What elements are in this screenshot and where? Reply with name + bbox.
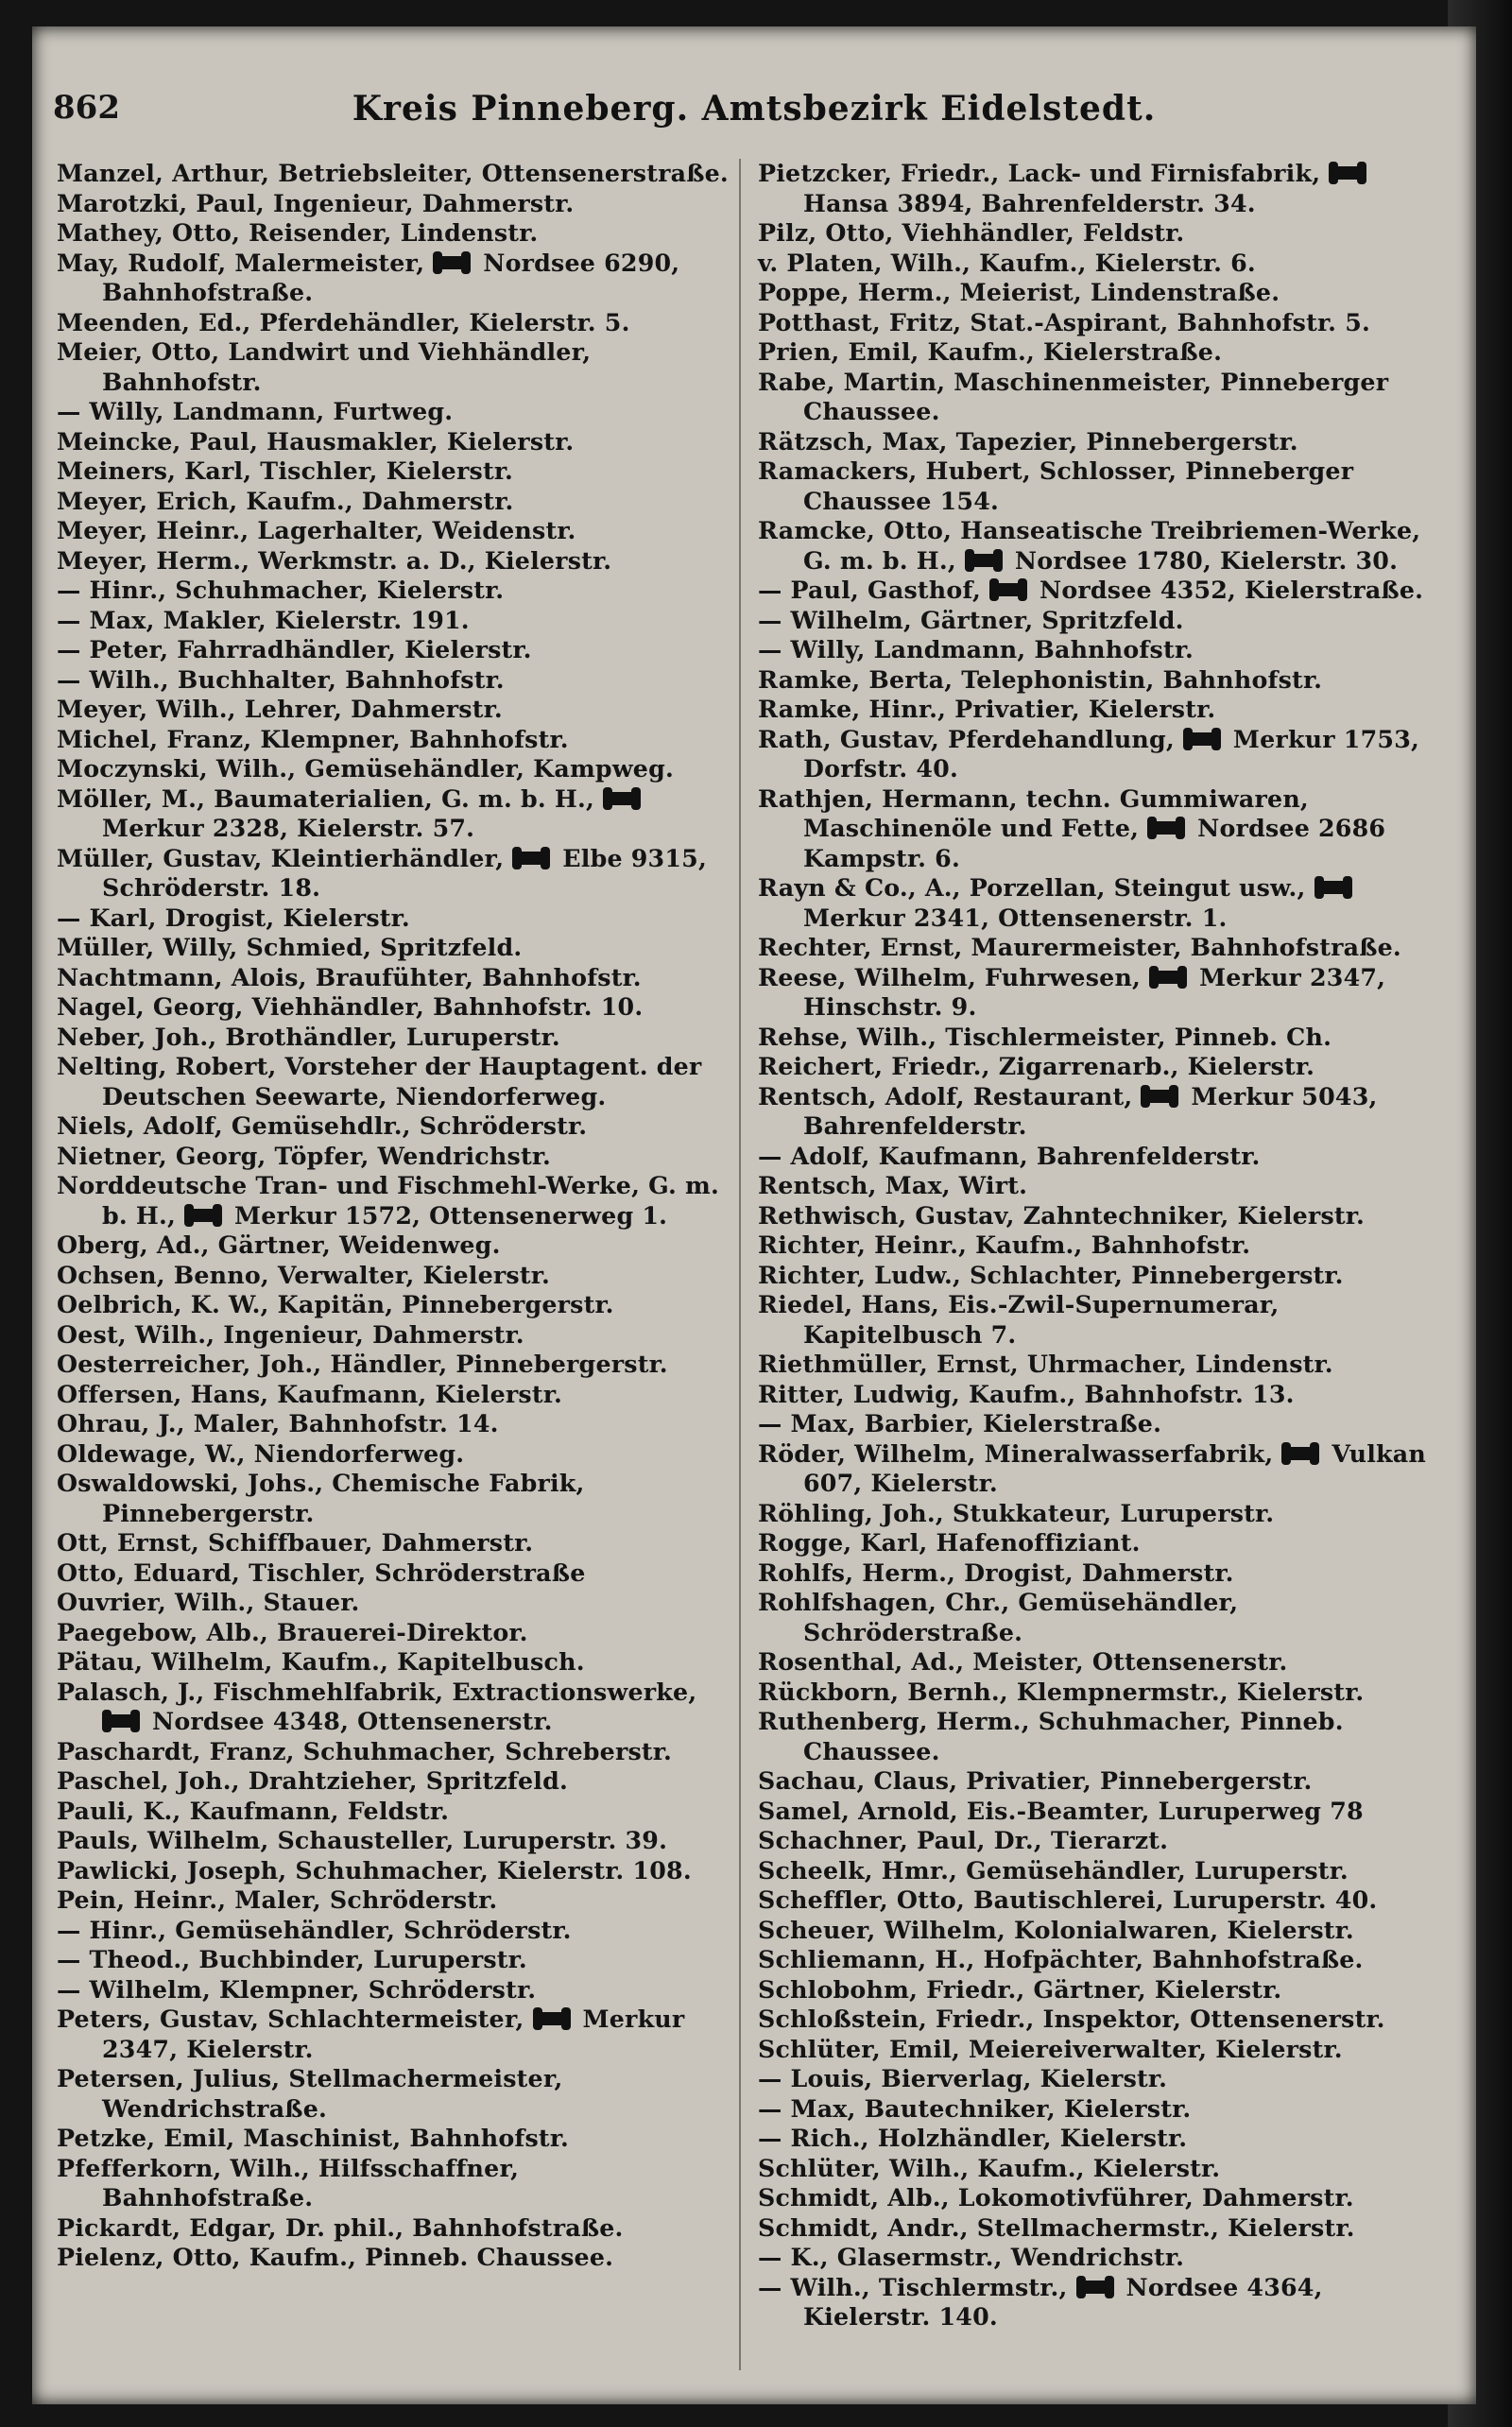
directory-entry: Scheelk, Hmr., Gemüsehändler, Luruperstr. bbox=[758, 1855, 1349, 1885]
directory-entry: Paegebow, Alb., Brauerei-Direktor. bbox=[57, 1617, 528, 1646]
directory-entry: — K., Glasermstr., Wendrichstr. bbox=[758, 2243, 1185, 2271]
directory-entry: Meyer, Heinr., Lagerhalter, Weidenstr. bbox=[57, 516, 576, 544]
directory-entry: Ochsen, Benno, Verwalter, Kielerstr. bbox=[57, 1260, 550, 1289]
directory-entry: Nachtmann, Alois, Braufühter, Bahnhofstr. bbox=[57, 962, 642, 991]
directory-entry: Meier, Otto, Landwirt und Viehhändler, Bahnhofstr. bbox=[57, 337, 592, 396]
directory-entry: — Willy, Landmann, Bahnhofstr. bbox=[758, 635, 1194, 663]
directory-entry: Rentsch, Adolf, Restaurant, Merkur 5043, Bahrenfelderstr. bbox=[758, 1081, 1378, 1140]
directory-entry: Richter, Heinr., Kaufm., Bahnhofstr. bbox=[758, 1231, 1251, 1259]
directory-entry: Pickardt, Edgar, Dr. phil., Bahnhofstraße. bbox=[57, 2212, 624, 2242]
directory-entry: Ott, Ernst, Schiffbauer, Dahmerstr. bbox=[57, 1528, 534, 1557]
telephone-icon bbox=[1149, 821, 1183, 835]
directory-entry: Oswaldowski, Johs., Chemische Fabrik, Pinnebergerstr. bbox=[57, 1469, 585, 1527]
directory-entry: Meyer, Herm., Werkmstr. a. D., Kielerstr. bbox=[57, 545, 612, 575]
telephone-icon bbox=[1185, 732, 1219, 746]
directory-entry: Poppe, Herm., Meierist, Lindenstraße. bbox=[758, 278, 1280, 306]
telephone-icon bbox=[435, 256, 469, 269]
telephone-icon bbox=[1143, 1090, 1177, 1103]
directory-entry: v. Platen, Wilh., Kaufm., Kielerstr. 6. bbox=[758, 248, 1256, 277]
directory-entry: Meiners, Karl, Tischler, Kielerstr. bbox=[57, 456, 514, 485]
telephone-icon bbox=[1283, 1447, 1317, 1460]
directory-entry: Potthast, Fritz, Stat.-Aspirant, Bahnhofstr. 5. bbox=[758, 307, 1370, 336]
directory-entry: Schlobohm, Friedr., Gärtner, Kielerstr. bbox=[758, 1974, 1282, 2004]
directory-entry: Oelbrich, K. W., Kapitän, Pinnebergerstr. bbox=[57, 1290, 614, 1318]
directory-entry: Prien, Emil, Kaufm., Kielerstraße. bbox=[758, 337, 1223, 366]
directory-entry: — Peter, Fahrradhändler, Kielerstr. bbox=[57, 635, 532, 663]
directory-entry: Manzel, Arthur, Betriebsleiter, Ottensenerstraße. bbox=[57, 159, 729, 187]
directory-entry: Rentsch, Max, Wirt. bbox=[758, 1171, 1028, 1199]
directory-entry: Schlüter, Emil, Meiereiverwalter, Kielerstr. bbox=[758, 2034, 1343, 2063]
directory-entry: Ramackers, Hubert, Schlosser, Pinneberger Chaussee 154. bbox=[758, 456, 1354, 515]
directory-entry: Petersen, Julius, Stellmachermeister, Wendrichstraße. bbox=[57, 2064, 563, 2123]
directory-entry: Reichert, Friedr., Zigarrenarb., Kielerstr. bbox=[758, 1052, 1315, 1080]
directory-entry: Pauli, K., Kaufmann, Feldstr. bbox=[57, 1796, 450, 1825]
directory-entry: Schmidt, Alb., Lokomotivführer, Dahmerstr. bbox=[758, 2183, 1354, 2212]
directory-entry: — Max, Barbier, Kielerstraße. bbox=[758, 1409, 1162, 1437]
directory-entry: — Hinr., Schuhmacher, Kielerstr. bbox=[57, 576, 505, 604]
telephone-icon bbox=[535, 2012, 569, 2025]
directory-entry: Oldewage, W., Niendorferweg. bbox=[57, 1438, 465, 1468]
page-number: 862 bbox=[53, 89, 120, 127]
telephone-icon bbox=[1151, 971, 1185, 984]
directory-entry: Schliemann, H., Hofpächter, Bahnhofstraße. bbox=[758, 1945, 1364, 1973]
directory-entry: Röhling, Joh., Stukkateur, Luruperstr. bbox=[758, 1498, 1275, 1527]
directory-entry: Pielenz, Otto, Kaufm., Pinneb. Chaussee. bbox=[57, 2243, 614, 2271]
directory-entry: Pilz, Otto, Viehhändler, Feldstr. bbox=[758, 218, 1185, 247]
left-column bbox=[57, 159, 737, 2370]
telephone-icon bbox=[514, 852, 548, 865]
directory-entry: Reese, Wilhelm, Fuhrwesen, Merkur 2347, Hinschstr. 9. bbox=[758, 962, 1386, 1021]
directory-page bbox=[32, 26, 1476, 2404]
directory-entry: Offersen, Hans, Kaufmann, Kielerstr. bbox=[57, 1379, 562, 1408]
directory-entry: Richter, Ludw., Schlachter, Pinnebergerstr. bbox=[758, 1260, 1344, 1289]
directory-entry: Paschel, Joh., Drahtzieher, Spritzfeld. bbox=[57, 1766, 568, 1795]
directory-entry: Rogge, Karl, Hafenoffiziant. bbox=[758, 1528, 1141, 1557]
directory-entry: May, Rudolf, Malermeister, Nordsee 6290, Bahnhofstraße. bbox=[57, 248, 680, 306]
telephone-icon bbox=[967, 554, 1001, 567]
directory-entry: — Willy, Landmann, Furtweg. bbox=[57, 397, 454, 425]
directory-entry: Rathjen, Hermann, techn. Gummiwaren, Maschinenöle und Fette, Nordsee 2686 Kampstr. 6. bbox=[758, 783, 1386, 872]
directory-entry: Scheffler, Otto, Bautischlerei, Luruperstr. 40. bbox=[758, 1885, 1378, 1914]
directory-entry: Nagel, Georg, Viehhändler, Bahnhofstr. 10. bbox=[57, 992, 644, 1021]
telephone-icon bbox=[1331, 166, 1365, 180]
directory-entry: — Wilhelm, Klempner, Schröderstr. bbox=[57, 1974, 537, 2004]
directory-entry: Riedel, Hans, Eis.-Zwil-Supernumerar, Kapitelbusch 7. bbox=[758, 1290, 1280, 1349]
running-head: Kreis Pinneberg. Amtsbezirk Eidelstedt. bbox=[352, 89, 1157, 129]
telephone-icon bbox=[1078, 2281, 1112, 2294]
directory-entry: Pauls, Wilhelm, Schausteller, Luruperstr. 39. bbox=[57, 1826, 668, 1854]
directory-entry: Rechter, Ernst, Maurermeister, Bahnhofstraße. bbox=[758, 933, 1401, 961]
directory-entry: Schloßstein, Friedr., Inspektor, Ottensenerstr. bbox=[758, 2005, 1385, 2033]
directory-entry: Pawlicki, Joseph, Schuhmacher, Kielerstr. 108. bbox=[57, 1855, 692, 1885]
directory-entry: Moczynski, Wilh., Gemüsehändler, Kampweg. bbox=[57, 754, 674, 783]
directory-entry: Oest, Wilh., Ingenieur, Dahmerstr. bbox=[57, 1319, 524, 1349]
directory-entry: Möller, M., Baumaterialien, G. m. b. H., Merkur 2328, Kielerstr. 57. bbox=[57, 784, 737, 844]
directory-entry: Müller, Willy, Schmied, Spritzfeld. bbox=[57, 933, 523, 961]
directory-entry: Meincke, Paul, Hausmakler, Kielerstr. bbox=[57, 426, 575, 456]
column-divider bbox=[739, 159, 741, 2370]
directory-entry: Oberg, Ad., Gärtner, Weidenweg. bbox=[57, 1231, 501, 1259]
directory-entry: Neber, Joh., Brothändler, Luruperstr. bbox=[57, 1022, 560, 1051]
directory-entry: Riethmüller, Ernst, Uhrmacher, Lindenstr. bbox=[758, 1350, 1333, 1378]
directory-entry: Müller, Gustav, Kleintierhändler, Elbe 9315, Schröderstr. 18. bbox=[57, 843, 707, 902]
telephone-icon bbox=[186, 1209, 220, 1222]
directory-entry: Rehse, Wilh., Tischlermeister, Pinneb. Ch. bbox=[758, 1022, 1332, 1051]
directory-entry: Meyer, Erich, Kaufm., Dahmerstr. bbox=[57, 486, 514, 515]
directory-entry: — Max, Makler, Kielerstr. 191. bbox=[57, 605, 470, 634]
directory-entry: Ruthenberg, Herm., Schuhmacher, Pinneb. Chaussee. bbox=[758, 1707, 1344, 1765]
right-column bbox=[758, 159, 1438, 2370]
directory-entry: Scheuer, Wilhelm, Kolonialwaren, Kielerstr. bbox=[758, 1915, 1354, 1944]
directory-entry: Schlüter, Wilh., Kaufm., Kielerstr. bbox=[758, 2153, 1221, 2182]
telephone-icon bbox=[104, 1714, 138, 1728]
directory-entry: Rosenthal, Ad., Meister, Ottensenerstr. bbox=[758, 1647, 1288, 1676]
directory-entry: Rabe, Martin, Maschinenmeister, Pinneberger Chaussee. bbox=[758, 367, 1389, 425]
directory-entry: Rückborn, Bernh., Klempnermstr., Kielerstr. bbox=[758, 1677, 1365, 1706]
directory-entry: — Wilh., Tischlermstr., Nordsee 4364, Kielerstr. 140. bbox=[758, 2272, 1323, 2331]
telephone-icon bbox=[1316, 881, 1350, 894]
directory-entry: Niels, Adolf, Gemüsehdlr., Schröderstr. bbox=[57, 1111, 588, 1140]
directory-entry: Nelting, Robert, Vorsteher der Hauptagent. der Deutschen Seewarte, Niendorferweg. bbox=[57, 1052, 702, 1110]
directory-entry: Schachner, Paul, Dr., Tierarzt. bbox=[758, 1826, 1169, 1854]
directory-entry: Meyer, Wilh., Lehrer, Dahmerstr. bbox=[57, 695, 503, 723]
directory-entry: — Theod., Buchbinder, Luruperstr. bbox=[57, 1945, 527, 1973]
directory-entry: Ouvrier, Wilh., Stauer. bbox=[57, 1588, 360, 1616]
directory-entry: Marotzki, Paul, Ingenieur, Dahmerstr. bbox=[57, 188, 575, 217]
directory-entry: Pietzcker, Friedr., Lack- und Firnisfabrik, Hansa 3894, Bahrenfelderstr. 34. bbox=[758, 159, 1438, 218]
directory-entry: Otto, Eduard, Tischler, Schröderstraße bbox=[57, 1558, 586, 1587]
directory-entry: — Adolf, Kaufmann, Bahrenfelderstr. bbox=[758, 1141, 1261, 1170]
telephone-icon bbox=[605, 792, 639, 805]
directory-entry: Pein, Heinr., Maler, Schröderstr. bbox=[57, 1885, 498, 1914]
directory-entry: — Wilhelm, Gärtner, Spritzfeld. bbox=[758, 605, 1184, 634]
directory-entry: Ramke, Hinr., Privatier, Kielerstr. bbox=[758, 695, 1216, 723]
directory-entry: — Max, Bautechniker, Kielerstr. bbox=[758, 2093, 1192, 2123]
directory-entry: Ohrau, J., Maler, Bahnhofstr. 14. bbox=[57, 1409, 499, 1437]
directory-entry: — Paul, Gasthof, Nordsee 4352, Kielerstraße. bbox=[758, 576, 1424, 604]
directory-entry: Schmidt, Andr., Stellmachermstr., Kielerstr. bbox=[758, 2212, 1355, 2242]
directory-entry: Meenden, Ed., Pferdehändler, Kielerstr. 5. bbox=[57, 307, 630, 336]
directory-entry: — Rich., Holzhändler, Kielerstr. bbox=[758, 2124, 1188, 2152]
directory-entry: Rätzsch, Max, Tapezier, Pinnebergerstr. bbox=[758, 426, 1298, 456]
directory-entry: Rohlfshagen, Chr., Gemüsehändler, Schröderstraße. bbox=[758, 1588, 1239, 1646]
directory-entry: Rath, Gustav, Pferdehandlung, Merkur 1753, Dorfstr. 40. bbox=[758, 724, 1420, 783]
directory-entry: — Louis, Bierverlag, Kielerstr. bbox=[758, 2064, 1168, 2092]
directory-entry: Nietner, Georg, Töpfer, Wendrichstr. bbox=[57, 1141, 552, 1170]
directory-entry: Samel, Arnold, Eis.-Beamter, Luruperweg 78 bbox=[758, 1796, 1364, 1825]
directory-entry: Oesterreicher, Joh., Händler, Pinnebergerstr. bbox=[57, 1350, 668, 1378]
directory-entry: Sachau, Claus, Privatier, Pinnebergerstr. bbox=[758, 1766, 1313, 1795]
directory-entry: Paschardt, Franz, Schuhmacher, Schreberstr. bbox=[57, 1736, 673, 1765]
directory-entry: Peters, Gustav, Schlachtermeister, Merkur 2347, Kielerstr. bbox=[57, 2005, 685, 2063]
directory-entry: Ritter, Ludwig, Kaufm., Bahnhofstr. 13. bbox=[758, 1379, 1295, 1408]
directory-entry: Pätau, Wilhelm, Kaufm., Kapitelbusch. bbox=[57, 1647, 585, 1676]
directory-entry: Norddeutsche Tran- und Fischmehl-Werke, G. m. b. H., Merkur 1572, Ottensenerweg 1. bbox=[57, 1171, 719, 1230]
directory-entry: — Karl, Drogist, Kielerstr. bbox=[57, 903, 410, 932]
directory-entry: Rayn & Co., A., Porzellan, Steingut usw., Merkur 2341, Ottensenerstr. 1. bbox=[758, 873, 1438, 933]
directory-entry: Rohlfs, Herm., Drogist, Dahmerstr. bbox=[758, 1558, 1234, 1587]
directory-entry: Pfefferkorn, Wilh., Hilfsschaffner, Bahnhofstraße. bbox=[57, 2153, 520, 2212]
directory-entry: Ramke, Berta, Telephonistin, Bahnhofstr. bbox=[758, 664, 1323, 694]
directory-entry: Rethwisch, Gustav, Zahntechniker, Kielerstr. bbox=[758, 1200, 1365, 1230]
page-header bbox=[32, 89, 1476, 146]
directory-entry: — Hinr., Gemüsehändler, Schröderstr. bbox=[57, 1915, 572, 1944]
directory-entry: Palasch, J., Fischmehlfabrik, Extractionswerke, Nordsee 4348, Ottensenerstr. bbox=[57, 1677, 697, 1735]
directory-entry: Ramcke, Otto, Hanseatische Treibriemen-Werke, G. m. b. H., Nordsee 1780, Kielerstr. 30. bbox=[758, 516, 1421, 575]
directory-entry: — Wilh., Buchhalter, Bahnhofstr. bbox=[57, 664, 505, 694]
directory-entry: Röder, Wilhelm, Mineralwasserfabrik, Vulkan 607, Kielerstr. bbox=[758, 1438, 1426, 1497]
telephone-icon bbox=[991, 583, 1025, 596]
directory-entry: Petzke, Emil, Maschinist, Bahnhofstr. bbox=[57, 2124, 570, 2152]
directory-entry: Mathey, Otto, Reisender, Lindenstr. bbox=[57, 218, 539, 247]
directory-entry: Michel, Franz, Klempner, Bahnhofstr. bbox=[57, 724, 569, 753]
